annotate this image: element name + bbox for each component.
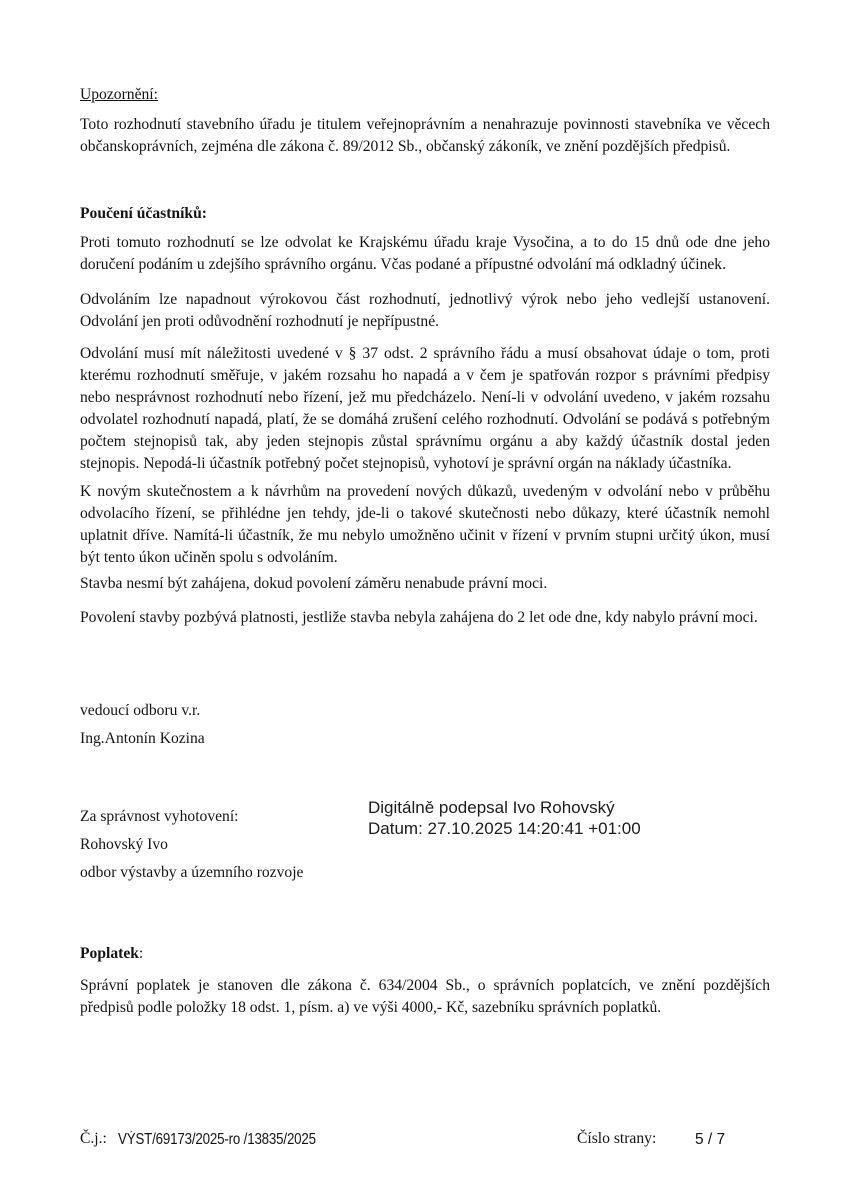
footer-ref-number	[118, 1129, 348, 1151]
fee-heading-word: Poplatek	[80, 945, 139, 962]
page-footer	[0, 1128, 848, 1154]
fee-paragraph: Správní poplatek je stanoven dle zákona č. 634/2004 Sb., o správních poplatcích, ve znění pozdějších předpisů podle položky 18 odst. 1, písm. a) ve výši 4000,- Kč, sazebníku správních poplatků.	[80, 977, 770, 1016]
verification-department: odbor výstavby a územního rozvoje	[80, 864, 304, 881]
appeal-paragraph-6: Povolení stavby pozbývá platnosti, jestliže stavba nebyla zahájena do 2 let ode dne, kdy nabylo právní moci.	[80, 609, 758, 626]
appeal-advice-heading: Poučení účastníků:	[80, 205, 207, 222]
footer-page-number: 5 / 7	[695, 1131, 726, 1148]
fee-heading-colon: :	[138, 945, 144, 962]
notice-paragraph: Toto rozhodnutí stavebního úřadu je titulem veřejnoprávním a nenahrazuje povinnosti stavebníka ve věcech občanskoprávních, zejména dle zákona č. 89/2012 Sb., občanský zákoník, ve znění pozdějších předpisů.	[80, 116, 770, 155]
fee-heading	[80, 943, 770, 965]
footer-ref-label: Č.j.:	[80, 1130, 107, 1147]
footer-page-label: Číslo strany:	[577, 1130, 657, 1147]
verification-label: Za správnost vyhotovení:	[80, 808, 239, 825]
signatory-position: vedoucí odboru v.r.	[80, 702, 201, 719]
appeal-paragraph-2: Odvoláním lze napadnout výrokovou část rozhodnutí, jednotlivý výrok nebo jeho vedlejší ustanovení. Odvolání jen proti odůvodnění rozhodnutí je nepřípustné.	[80, 291, 770, 330]
footer-ref-number-text: VÝST/69173/2025-ro /13835/2025	[118, 1131, 316, 1148]
appeal-paragraph-4: K novým skutečnostem a k návrhům na provedení nových důkazů, uvedeným v odvolání nebo v průběhu odvolacího řízení, se přihlédne jen tehdy, jde-li o takové skutečnosti nebo důkazy, které účastník nemohl uplatnit dříve. Namítá-li účastník, že mu nebylo umožněno učinit v řízení v prvním stupni určitý úkon, musí být tento úkon učiněn spolu s odvoláním.	[80, 483, 770, 566]
notice-heading: Upozornění:	[80, 86, 158, 103]
appeal-paragraph-1: Proti tomuto rozhodnutí se lze odvolat ke Krajskému úřadu kraje Vysočina, a to do 15 dnů ode dne jeho doručení podáním u zdejšího správního orgánu. Včas podané a přípustné odvolání má odkladný účinek.	[80, 234, 770, 273]
appeal-paragraph-3: Odvolání musí mít náležitosti uvedené v § 37 odst. 2 správního řádu a musí obsahovat údaje o tom, proti kterému rozhodnutí směřuje, v jakém rozsahu ho napadá a v čem je spatřován rozpor s právními předpisy nebo nesprávnost rozhodnutí nebo řízení, jež mu předcházelo. Není-li v odvolání uvedeno, v jakém rozsahu odvolatel rozhodnutí napadá, platí, že se domáhá zrušení celého rozhodnutí. Odvolání se podává s potřebným počtem stejnopisů tak, aby jeden stejnopis zůstal správnímu orgánu a aby každý účastník dostal jeden stejnopis. Nepodá-li účastník potřebný počet stejnopisů, vyhotoví je správní orgán na náklady účastníka.	[80, 345, 770, 472]
verification-name: Rohovský Ivo	[80, 836, 168, 853]
digital-signature-date: Datum: 27.10.2025 14:20:41 +01:00	[368, 819, 641, 838]
signatory-name: Ing.Antonín Kozina	[80, 730, 205, 747]
digital-signature-signer: Digitálně podepsal Ivo Rohovský	[368, 798, 615, 817]
appeal-paragraph-5: Stavba nesmí být zahájena, dokud povolení záměru nenabude právní moci.	[80, 575, 548, 592]
